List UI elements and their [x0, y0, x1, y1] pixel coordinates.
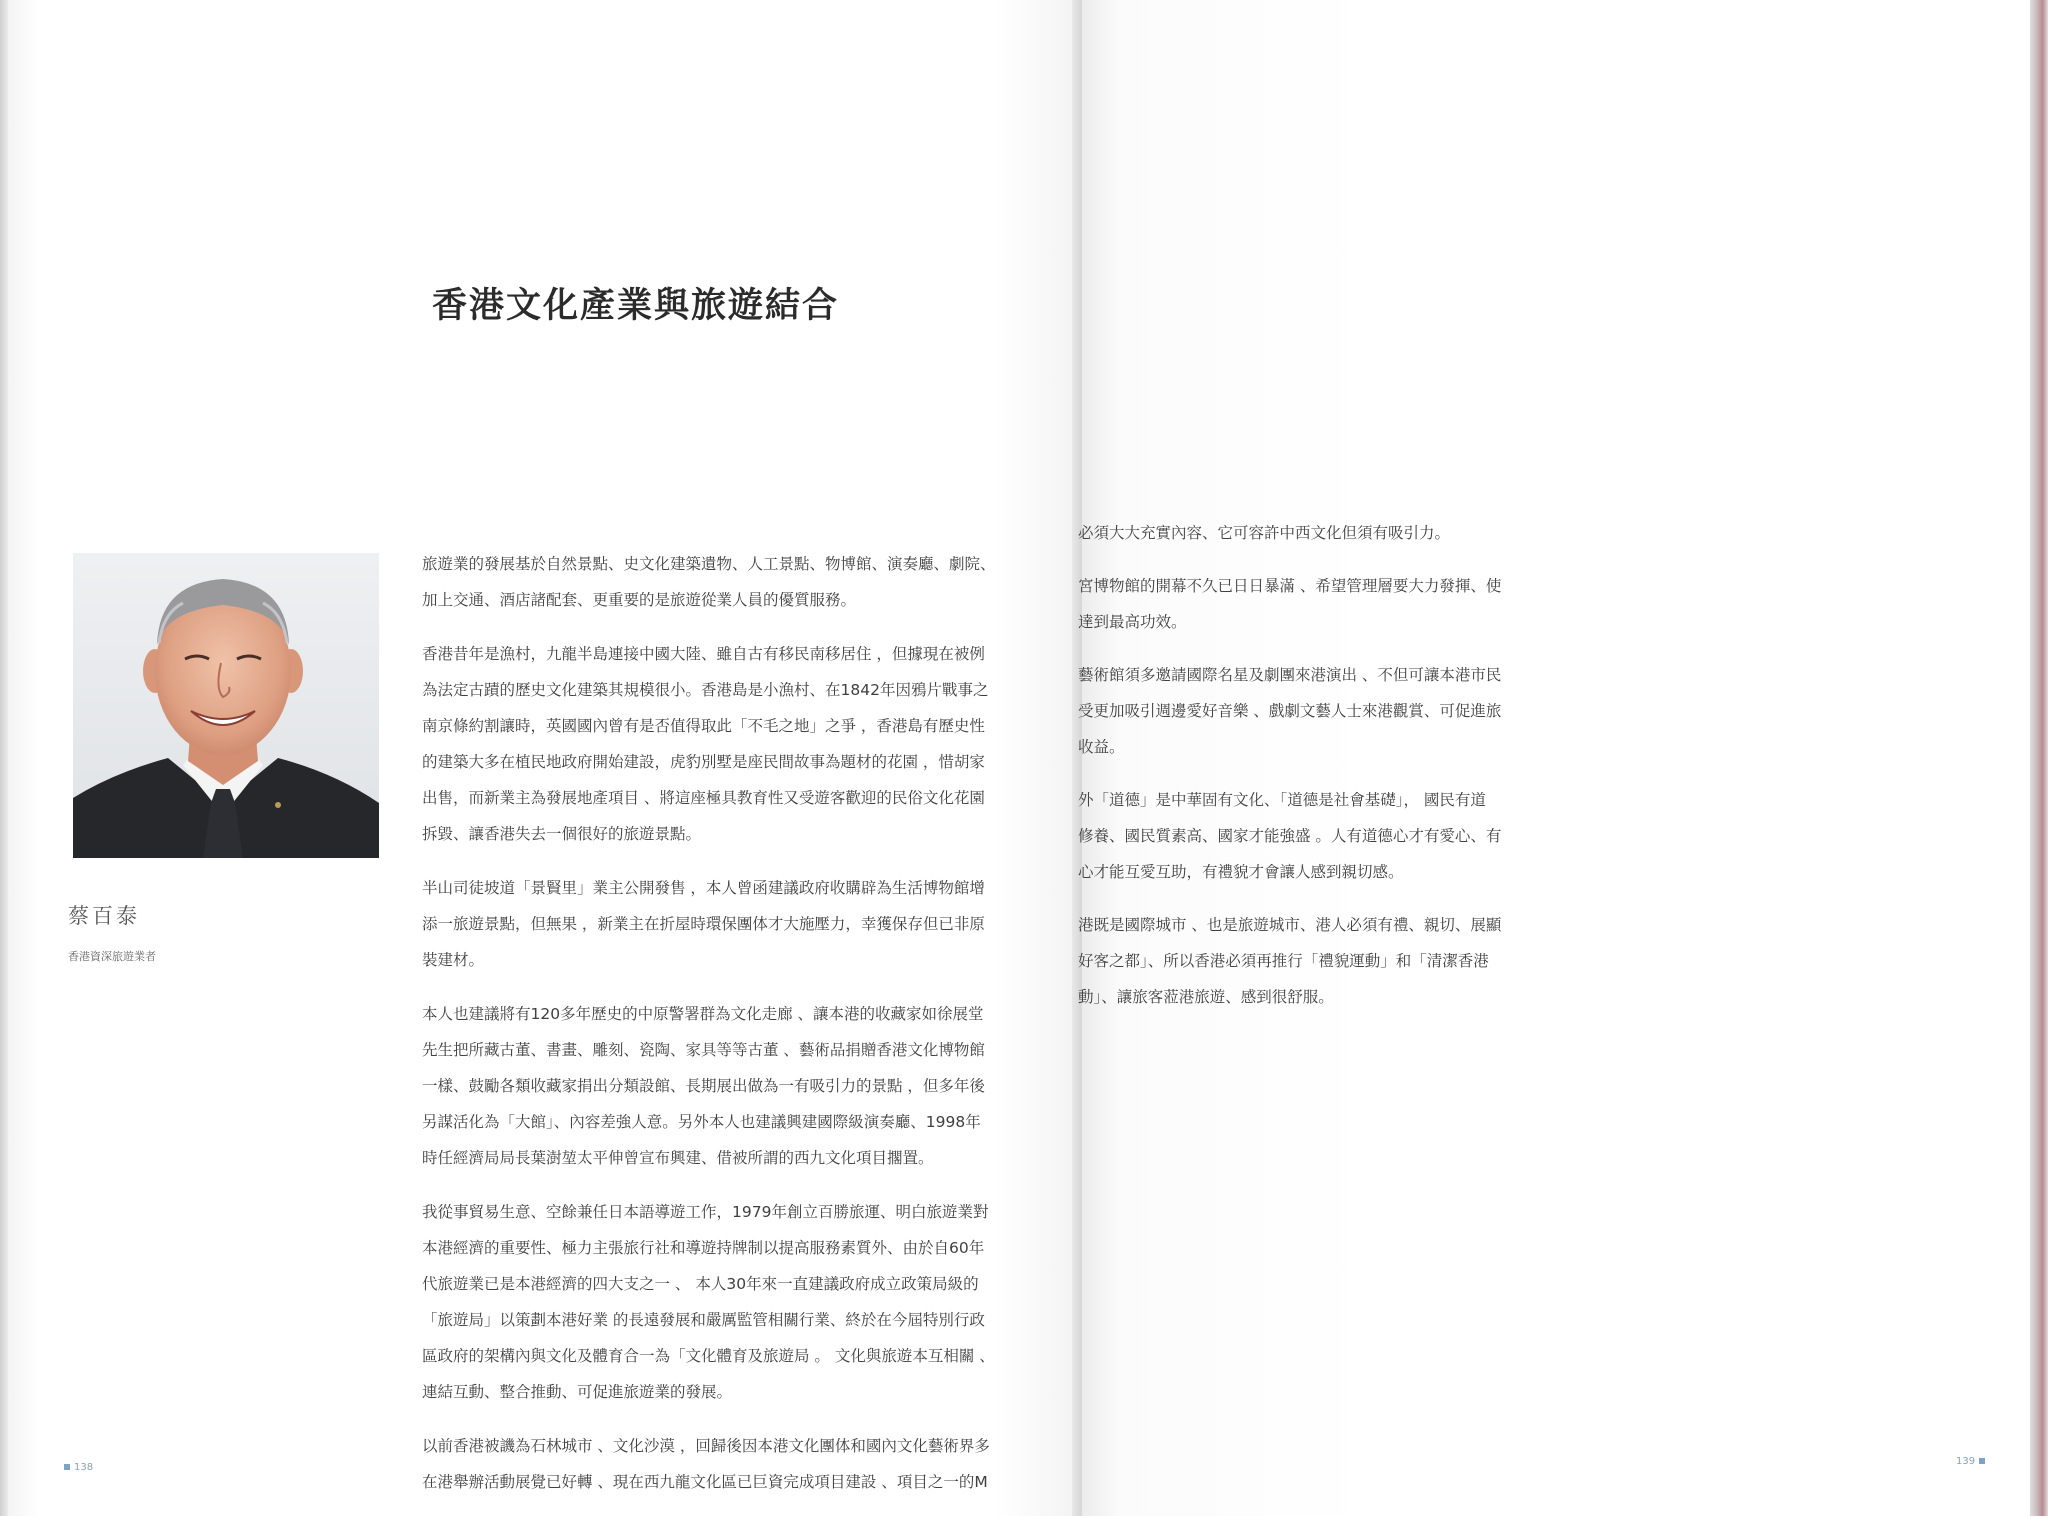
- text-line: 藝術館須多邀請國際名星及劇團來港演出 、不但可讓本港市民: [1078, 666, 1502, 684]
- text-line: 受更加吸引週邊愛好音樂 、戲劇文藝人士來港觀賞、可促進旅: [1078, 702, 1502, 720]
- text-line: 的建築大多在植民地政府開始建設，虎豹別墅是座民間故事為題材的花園 ，惜胡家: [422, 753, 985, 771]
- text-line: 宮博物館的開幕不久已日日暴滿 、希望管理層要大力發揮、使: [1078, 577, 1502, 595]
- paragraph: [1078, 568, 1548, 640]
- paragraph: [422, 870, 1042, 978]
- text-line: 先生把所藏古董、書畫、雕刻、瓷陶、家具等等古董 、藝術品捐贈香港文化博物館: [422, 1041, 985, 1059]
- article-title: 香港文化產業與旅遊結合: [432, 286, 840, 326]
- text-line: 達到最高功效。: [1078, 613, 1187, 631]
- text-line: 「旅遊局」以策劃本港好業 的長遠發展和嚴厲監管相關行業、終於在今屆特別行政: [422, 1311, 985, 1329]
- paragraph: [422, 996, 1042, 1176]
- page-marker-icon: [1979, 1458, 1985, 1464]
- text-line: 代旅遊業已是本港經濟的四大支之一 、 本人30年來一直建議政府成立政策局級的: [422, 1275, 979, 1293]
- text-line: 必須大大充實內容、它可容許中西文化但須有吸引力。: [1078, 524, 1451, 542]
- paragraph: [422, 546, 1042, 618]
- text-line: 出售，而新業主為發展地產項目 、將這座極具教育性又受遊客歡迎的民俗文化花園: [422, 789, 985, 807]
- author-name: 蔡百泰: [68, 904, 140, 928]
- text-line: 心才能互愛互助，有禮貌才會讓人感到親切感。: [1078, 863, 1404, 881]
- author-portrait: [73, 553, 379, 858]
- paragraph: [1078, 657, 1548, 765]
- text-line: 加上交通、酒店諸配套、更重要的是旅遊從業人員的優質服務。: [422, 591, 857, 609]
- text-line: 裝建材。: [422, 951, 485, 969]
- text-line: 添一旅遊景點，但無果 ，新業主在折屋時環保團体才大施壓力，幸獲保存但已非原: [422, 915, 985, 933]
- paragraph: [1078, 515, 1548, 551]
- page-number-right-text: 139: [1956, 1456, 1976, 1467]
- paragraph: [1078, 907, 1548, 1015]
- paragraph: [422, 1428, 1042, 1500]
- paragraph: [422, 636, 1042, 852]
- right-body-text: [1078, 515, 1548, 1032]
- text-line: 拆毀、讓香港失去一個很好的旅遊景點。: [422, 825, 702, 843]
- page-number-right: [1956, 1456, 1989, 1467]
- text-line: 收益。: [1078, 738, 1125, 756]
- text-line: 我從事貿易生意、空餘兼任日本語導遊工作，1979年創立百勝旅運、明白旅遊業對: [422, 1203, 989, 1221]
- text-line: 另謀活化為「大館」、內容差強人意。另外本人也建議興建國際級演奏廳、1998年: [422, 1113, 981, 1131]
- text-line: 南京條約割讓時，英國國內曾有是否值得取此「不毛之地」之爭 ，香港島有歷史性: [422, 717, 985, 735]
- page-number-left: [60, 1462, 93, 1473]
- paragraph: [422, 1194, 1042, 1410]
- text-line: 時任經濟局局長葉澍堃太平伸曾宣布興建、借被所謂的西九文化項目擱置。: [422, 1149, 934, 1167]
- text-line: 好客之都」、所以香港必須再推行「禮貌運動」和「清潔香港: [1078, 952, 1489, 970]
- left-body-text: [422, 546, 1042, 1518]
- text-line: 在港舉辦活動展覺已好轉 、現在西九龍文化區已巨資完成項目建設 、項目之一的M: [422, 1473, 988, 1491]
- text-line: 本人也建議將有120多年歷史的中原警署群為文化走廊 、讓本港的收藏家如徐展堂: [422, 1005, 984, 1023]
- text-line: 本港經濟的重要性、極力主張旅行社和導遊持牌制以提高服務素質外、由於自60年: [422, 1239, 985, 1257]
- text-line: 動」、讓旅客蒞港旅遊、感到很舒服。: [1078, 988, 1334, 1006]
- text-line: 港既是國際城市 、也是旅遊城市、港人必須有禮、親切、展顯: [1078, 916, 1502, 934]
- text-line: 以前香港被譏為石林城市 、文化沙漠 ，回歸後因本港文化團体和國內文化藝術界多: [422, 1437, 990, 1455]
- text-line: 為法定古蹟的歷史文化建築其規模很小。香港島是小漁村、在1842年因鴉片戰事之: [422, 681, 989, 699]
- text-line: 連結互動、整合推動、可促進旅遊業的發展。: [422, 1383, 733, 1401]
- page-number-left-text: 138: [74, 1462, 94, 1473]
- text-line: 半山司徒坡道「景賢里」業主公開發售 ，本人曾函建議政府收購辟為生活博物館增: [422, 879, 985, 897]
- text-line: 區政府的架構內與文化及體育合一為「文化體育及旅遊局 。 文化與旅遊本互相關 、: [422, 1347, 995, 1365]
- text-line: 一樣、鼓勵各類收藏家捐出分類設館、長期展出做為一有吸引力的景點 ，但多年後: [422, 1077, 985, 1095]
- paragraph: [1078, 782, 1548, 890]
- text-line: 外「道德」是中華固有文化、「道德是社會基礎」， 國民有道: [1078, 791, 1486, 809]
- text-line: 旅遊業的發展基於自然景點、史文化建築遺物、人工景點、物博館、演奏廳、劇院、: [422, 555, 996, 573]
- text-line: 香港昔年是漁村，九龍半島連接中國大陸、雖自古有移民南移居住 ，但據現在被例: [422, 645, 985, 663]
- author-role: 香港資深旅遊業者: [68, 950, 156, 963]
- text-line: 修養、國民質素高、國家才能強盛 。人有道德心才有愛心、有: [1078, 827, 1502, 845]
- page-marker-icon: [64, 1464, 70, 1470]
- book-page-edge: [2030, 0, 2048, 1516]
